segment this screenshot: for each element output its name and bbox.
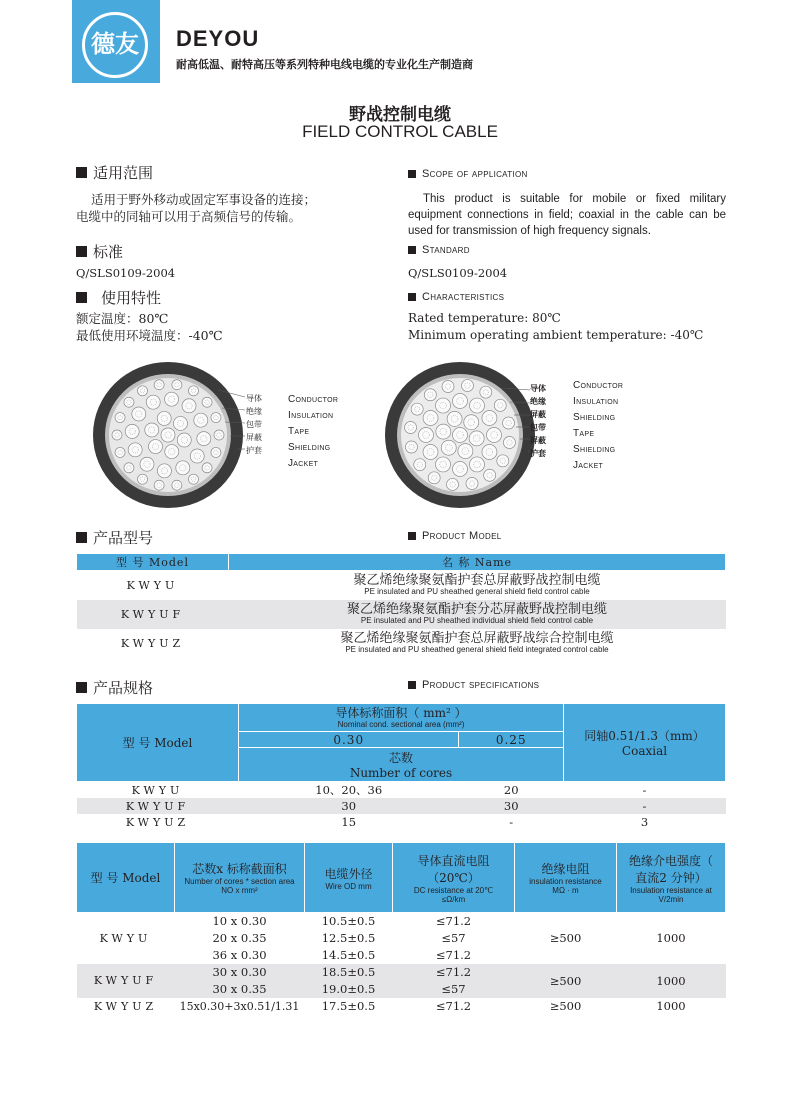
product-model-heading-en: Product Model [408, 530, 501, 542]
conductor-core [428, 472, 440, 484]
diagram-left-labels-en [288, 392, 338, 472]
conductor-core [202, 463, 212, 473]
conductor-core [470, 398, 485, 413]
label-shielding-cn: 屏蔽 [246, 433, 262, 442]
spec-cell: 30 x 0.30 [212, 965, 267, 979]
od-cell: 14.5±0.5 [321, 948, 376, 962]
size-b-header: 0.25 [459, 732, 564, 748]
name-cell: 聚乙烯绝缘聚氨酯护套分芯屏蔽野战控制电缆 PE insulated and PU sheathed individual shield field control cable [346, 602, 607, 625]
characteristics-heading-en: Characteristics [408, 291, 504, 303]
conductor-core [140, 457, 154, 471]
conductor-core [189, 386, 199, 396]
col-name-header: 名 称 Name [229, 554, 726, 571]
conductor-core [414, 459, 426, 471]
conductor-core [484, 469, 496, 481]
label-tape-cn: 包带 [530, 423, 546, 432]
conductor-core [176, 461, 190, 475]
conductor-core [138, 474, 148, 484]
conductor-core [214, 430, 224, 440]
min-temp-en: Minimum operating ambient temperature: -40℃ [408, 328, 704, 342]
table-row [77, 814, 726, 830]
conductor-core [211, 413, 221, 423]
conductor-core [157, 464, 171, 478]
min-temp-cn: 最低使用环境温度：-40℃ [76, 328, 223, 343]
conductor-core [197, 432, 211, 446]
label-jacket-en: Jacket [288, 458, 319, 469]
conductor-core [165, 392, 179, 406]
od-cell: 18.5±0.5 [321, 965, 376, 979]
value-cell: - [642, 783, 647, 797]
model-cell: KWYU [126, 578, 179, 592]
scope-text-cn-2: 电缆中的同轴可以用于高频信号的传输。 [76, 209, 302, 224]
square-bullet-icon [76, 167, 87, 178]
col-cores-header: 芯数x 标称截面积 Number of cores * section area NO x mm² [175, 843, 305, 913]
label-jacket-en: Jacket [573, 460, 604, 471]
value-cell: 30 [341, 799, 357, 813]
conductor-core [423, 411, 438, 426]
conductor-core [423, 445, 438, 460]
conductor-core [115, 413, 125, 423]
diagram-right-labels-cn [530, 382, 546, 460]
conductor-core [115, 447, 125, 457]
product-model-heading-cn: 产品型号 [76, 527, 153, 548]
characteristics-heading-cn: 使用特性 [76, 287, 161, 308]
value-cell: 20 [503, 783, 519, 797]
conductor-core [487, 428, 502, 443]
scope-heading-cn: 适用范围 [76, 162, 153, 183]
ins-cell: ≥500 [549, 999, 582, 1013]
conductor-core [503, 436, 515, 448]
label-conductor-en: Conductor [573, 380, 624, 391]
conductor-core [494, 399, 506, 411]
strength-cell: 1000 [656, 973, 686, 988]
dc-cell: ≤57 [441, 931, 466, 945]
table-row [77, 798, 726, 814]
col-ins-header: 绝缘电阻 insulation resistance MΩ · m [515, 843, 617, 913]
spec-cell: 36 x 0.30 [212, 948, 267, 962]
conductor-core [497, 455, 509, 467]
dc-cell: ≤71.2 [435, 914, 472, 929]
square-bullet-icon [408, 170, 416, 178]
label-tape-en: Tape [573, 428, 595, 439]
conductor-core [165, 445, 179, 459]
conductor-core [138, 386, 148, 396]
square-bullet-icon [408, 681, 416, 689]
page-title-en: FIELD CONTROL CABLE [302, 122, 498, 141]
value-cell: 30 [503, 799, 519, 813]
conductor-core [482, 411, 497, 426]
conductor-core [194, 413, 208, 427]
page-title-cn: 野战控制电缆 [349, 105, 451, 125]
table-row [77, 998, 726, 1015]
col-model-header: 型 号 Model [77, 554, 229, 571]
conductor-core [211, 447, 221, 457]
col-model-header: 型 号 Model [77, 704, 239, 782]
conductor-core [453, 428, 468, 443]
coaxial-header: 同轴0.51/1.3（mm） Coaxial [564, 704, 726, 782]
conductor-core [124, 397, 134, 407]
model-cell: KWYUZ [125, 815, 190, 829]
model-cell: KWYU [99, 931, 152, 945]
conductor-core [112, 430, 122, 440]
square-bullet-icon [408, 532, 416, 540]
label-jacket-cn: 护套 [246, 446, 262, 455]
conductor-core [458, 444, 473, 459]
col-model-header: 型 号 Model [77, 843, 175, 913]
od-cell: 19.0±0.5 [321, 982, 376, 996]
standard-value-en: Q/SLS0109-2004 [408, 266, 508, 280]
conductor-core [419, 428, 434, 443]
brand-name: DEYOU [176, 26, 260, 51]
conductor-core [157, 411, 171, 425]
table-row [77, 600, 726, 629]
conductor-core [128, 443, 142, 457]
dc-cell: ≤71.2 [435, 948, 472, 962]
label-insulation-cn: 绝缘 [246, 407, 262, 416]
conductor-core [480, 386, 492, 398]
conductor-core [470, 457, 485, 472]
scope-text-cn-1: 适用于野外移动或固定军事设备的连接； [91, 192, 317, 207]
conductor-core [411, 403, 423, 415]
spec-cell: 30 x 0.35 [212, 982, 267, 996]
label-insulation-cn: 绝缘 [530, 397, 546, 406]
conductor-core [146, 395, 160, 409]
table-row [77, 571, 726, 600]
conductor-core [461, 380, 473, 392]
product-model-table [76, 553, 726, 658]
scope-heading-en: Scope of application [408, 168, 528, 180]
conductor-core [190, 449, 204, 463]
diagram-left-labels-cn [246, 392, 262, 457]
square-bullet-icon [76, 532, 87, 543]
standard-value-cn: Q/SLS0109-2004 [76, 266, 176, 280]
label-conductor-cn: 导体 [246, 394, 262, 403]
label-insulation-en: Insulation [573, 396, 619, 407]
col-dc-header: 导体直流电阻（20℃） DC resistance at 20℃ ≤Ω/km [393, 843, 515, 913]
label-shielding-cn: 屏蔽 [530, 410, 546, 419]
col-strength-header: 绝缘介电强度（ 直流2 分钟） Insulation resistance at V/2min [617, 843, 726, 913]
conductor-core [447, 411, 462, 426]
square-bullet-icon [408, 246, 416, 254]
size-a-header: 0.30 [239, 732, 459, 748]
conductor-core [453, 462, 468, 477]
dc-cell: ≤71.2 [435, 999, 472, 1013]
conductor-core [172, 480, 182, 490]
model-cell: KWYUZ [120, 636, 185, 650]
value-cell: - [642, 799, 647, 813]
conductor-core [124, 463, 134, 473]
conductor-core [436, 457, 451, 472]
logo [72, 0, 160, 83]
brand-tagline: 耐高低温、耐特高压等系列特种电线电缆的专业化生产制造商 [176, 58, 473, 71]
square-bullet-icon [76, 292, 87, 303]
label-insulation-en: Insulation [288, 410, 334, 421]
standard-heading-en: Standard [408, 244, 470, 256]
conductor-core [447, 478, 459, 490]
label-conductor-cn: 导体 [530, 384, 546, 393]
label-shielding-en: Shielding [288, 442, 331, 453]
name-cell: 聚乙烯绝缘聚氨酯护套总屏蔽野战综合控制电缆 PE insulated and PU sheathed general shield field integrated control cable [340, 631, 614, 654]
conductor-core [173, 416, 187, 430]
scope-text-en: This product is suitable for mobile or fixed military equipment connections in field; coaxial in the cable can be used for transmission of high frequency signals. [408, 193, 726, 237]
spec-cell: 20 x 0.35 [212, 931, 267, 945]
conductor-core [182, 399, 196, 413]
spec-table-cores [76, 703, 726, 830]
conductor-core [436, 424, 451, 439]
table-row [77, 629, 726, 658]
model-cell: KWYUF [93, 974, 158, 987]
logo-mark: 德友 [82, 12, 148, 78]
square-bullet-icon [408, 293, 416, 301]
conductor-core [177, 433, 191, 447]
square-bullet-icon [76, 246, 87, 257]
model-cell: KWYUF [125, 799, 190, 813]
conductor-core [405, 441, 417, 453]
spec-cell: 15x0.30+3x0.51/1.31 [179, 999, 300, 1013]
dc-cell: ≤57 [441, 982, 466, 996]
conductor-core [405, 422, 417, 434]
value-cell: 15 [341, 815, 357, 829]
conductor-core [464, 415, 479, 430]
rated-temp-en: Rated temperature: 80℃ [408, 311, 561, 325]
label-tape-cn: 包带 [246, 420, 262, 429]
conductor-core [202, 397, 212, 407]
spec-table-electrical [76, 842, 726, 1015]
label-shielding-2-cn: 屏蔽 [530, 436, 546, 445]
conductor-core [154, 480, 164, 490]
rated-temp-cn: 额定温度：80℃ [76, 311, 169, 326]
model-cell: KWYUZ [93, 999, 158, 1013]
conductor-core [424, 389, 436, 401]
conductor-core [466, 478, 478, 490]
table-row [77, 913, 726, 930]
col-od-header: 电缆外径 Wire OD mm [305, 843, 393, 913]
conductor-core [149, 440, 163, 454]
product-spec-heading-cn: 产品规格 [76, 677, 153, 698]
name-cell: 聚乙烯绝缘聚氨酯护套总屏蔽野战控制电缆 PE insulated and PU sheathed general shield field control cable [353, 573, 601, 597]
conductor-core [161, 428, 175, 442]
conductor-core [469, 431, 484, 446]
standard-heading-cn: 标准 [76, 241, 123, 262]
cores-header: 芯数 Number of cores [239, 748, 564, 782]
ins-cell: ≥500 [549, 973, 582, 988]
model-cell: KWYU [131, 783, 184, 797]
conductor-core [503, 417, 515, 429]
label-tape-en: Tape [288, 426, 310, 437]
conductor-core [442, 380, 454, 392]
conductor-core [145, 423, 159, 437]
label-conductor-en: Conductor [288, 394, 339, 405]
square-bullet-icon [76, 682, 87, 693]
strength-cell: 1000 [656, 999, 686, 1013]
conductor-core [154, 380, 164, 390]
conductor-core [132, 407, 146, 421]
conductor-core [125, 424, 139, 438]
conductor-core [441, 440, 456, 455]
label-shielding-2-en: Shielding [573, 444, 616, 455]
diagram-right-labels-en [573, 378, 623, 474]
value-cell: 3 [640, 815, 649, 829]
label-shielding-en: Shielding [573, 412, 616, 423]
od-cell: 17.5±0.5 [321, 999, 376, 1013]
conductor-core [189, 474, 199, 484]
table-row [77, 964, 726, 981]
product-spec-heading-en: Product specifications [408, 679, 539, 691]
nominal-area-header: 导体标称面积（ mm² ） Nominal cond. sectional area (mm²) [239, 704, 564, 732]
conductor-core [436, 398, 451, 413]
od-cell: 10.5±0.5 [321, 914, 376, 929]
dc-cell: ≤71.2 [435, 965, 472, 979]
model-cell: KWYUF [120, 607, 185, 621]
strength-cell: 1000 [656, 931, 686, 946]
conductor-core [172, 380, 182, 390]
value-cell: 10、20、36 [315, 783, 383, 797]
label-jacket-cn: 护套 [530, 449, 546, 458]
spec-cell: 10 x 0.30 [212, 914, 267, 929]
ins-cell: ≥500 [549, 931, 582, 946]
table-row [77, 782, 726, 799]
value-cell: - [509, 815, 514, 829]
conductor-core [482, 445, 497, 460]
conductor-core [453, 394, 468, 409]
od-cell: 12.5±0.5 [321, 931, 376, 945]
